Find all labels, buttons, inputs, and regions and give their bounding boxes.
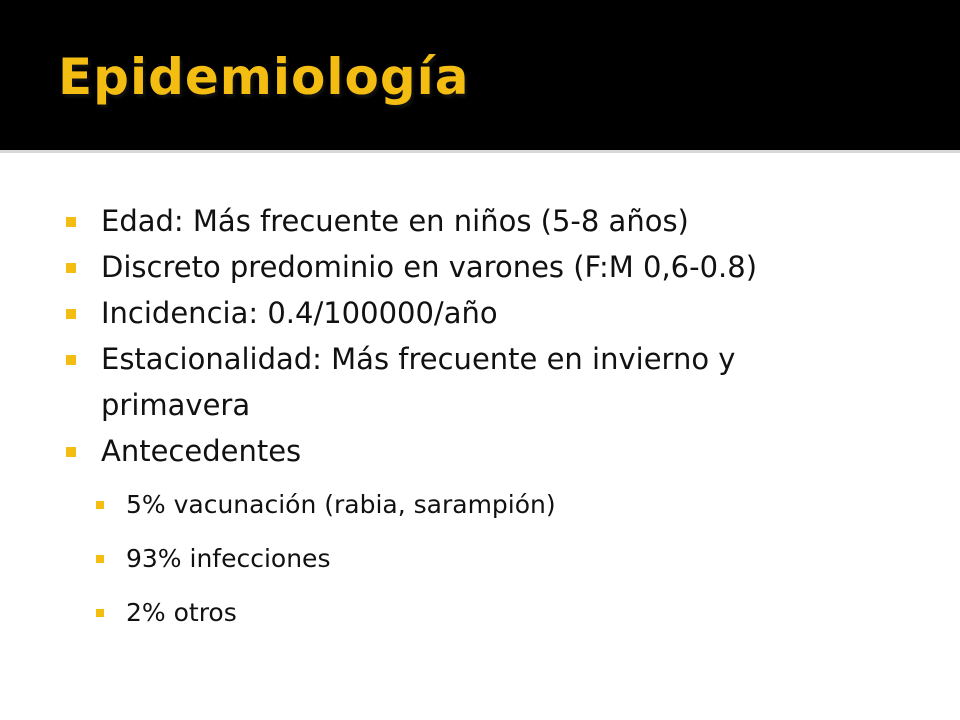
bullet-text-continuation: primavera — [101, 388, 251, 422]
bullet-item-predominio — [66, 244, 926, 290]
bullet-text: Discreto predominio en varones (F:M 0,6-0.8) — [101, 250, 758, 284]
sub-bullet-text: 5% vacunación (rabia, sarampión) — [126, 490, 556, 519]
small-square-bullet-icon — [96, 501, 104, 509]
title-divider — [0, 150, 960, 153]
bullet-text: Antecedentes — [101, 434, 302, 468]
bullet-text: Incidencia: 0.4/100000/año — [101, 296, 498, 330]
sub-bullet-item-otros — [96, 586, 926, 640]
bullet-item-edad — [66, 198, 926, 244]
sub-bullet-item-vacunacion — [96, 478, 926, 532]
bullet-item-antecedentes — [66, 428, 926, 640]
small-square-bullet-icon — [96, 609, 104, 617]
bullet-text: Edad: Más frecuente en niños (5-8 años) — [101, 204, 689, 238]
bullet-text: Estacionalidad: Más frecuente en invierno y — [101, 342, 736, 376]
square-bullet-icon — [66, 355, 76, 365]
slide-body — [66, 198, 926, 640]
small-square-bullet-icon — [96, 555, 104, 563]
square-bullet-icon — [66, 217, 76, 227]
sub-bullet-list — [101, 478, 926, 640]
bullet-item-incidencia — [66, 290, 926, 336]
slide-title: Epidemiología — [58, 48, 470, 106]
bullet-item-estacionalidad — [66, 336, 926, 428]
sub-bullet-item-infecciones — [96, 532, 926, 586]
square-bullet-icon — [66, 263, 76, 273]
sub-bullet-text: 93% infecciones — [126, 544, 331, 573]
square-bullet-icon — [66, 447, 76, 457]
bullet-list — [66, 198, 926, 640]
square-bullet-icon — [66, 309, 76, 319]
sub-bullet-text: 2% otros — [126, 598, 237, 627]
